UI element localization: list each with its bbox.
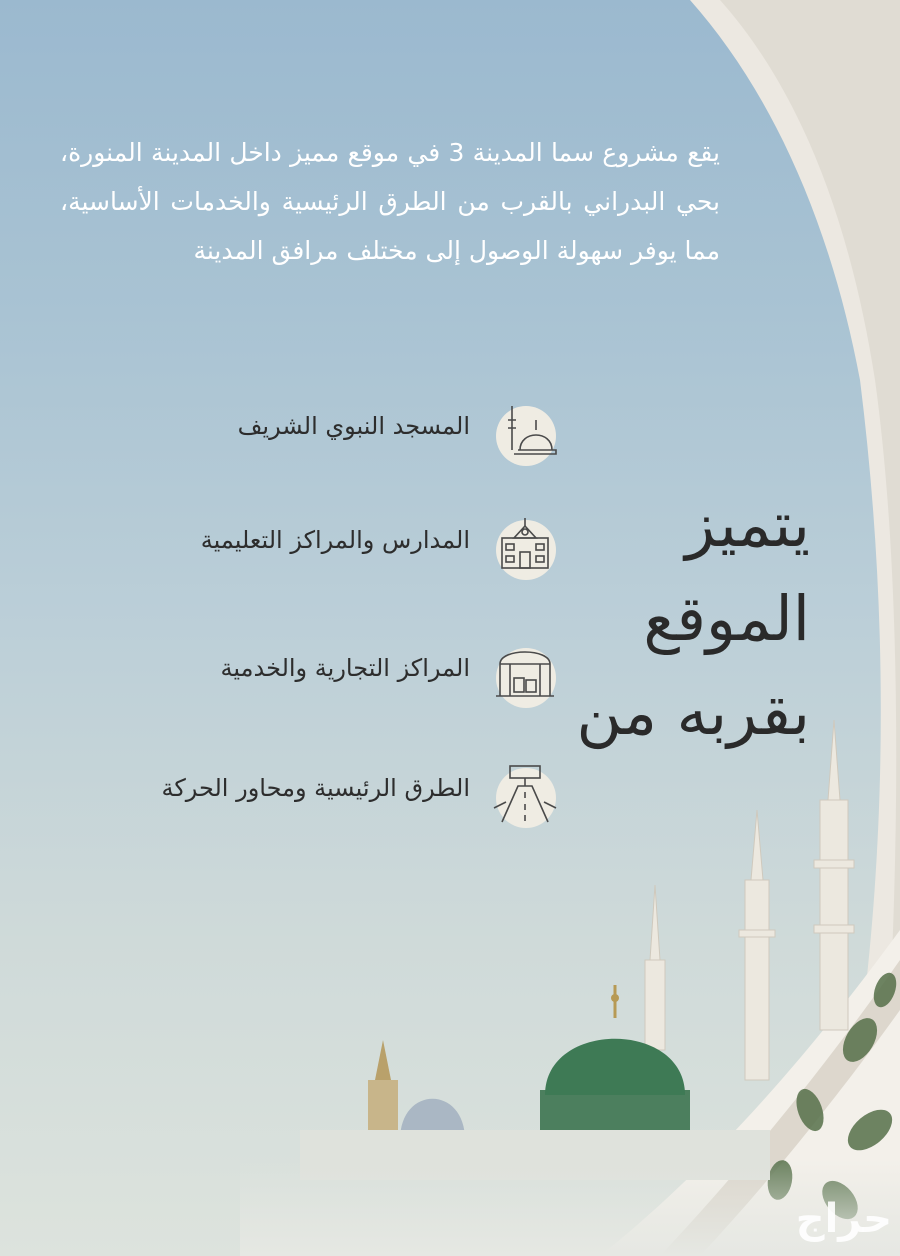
feature-item-schools	[60, 512, 560, 582]
shopping-center-icon	[490, 640, 560, 710]
feature-item-roads	[60, 760, 560, 830]
roads-icon	[490, 760, 560, 830]
feature-label: المراكز التجارية والخدمية	[220, 654, 470, 682]
haraj-watermark: حراج	[795, 1196, 892, 1242]
intro-paragraph: يقع مشروع سما المدينة 3 في موقع مميز داخل المدينة المنورة، بحي البدراني بالقرب من الطرق الرئيسية والخدمات الأساسية، مما يوفر سهولة الوصول إلى مختلف مرافق المدينة	[60, 138, 720, 265]
headline-line-2: الموقع	[643, 582, 810, 655]
headline-line-1: يتميز	[685, 488, 810, 561]
headline	[560, 478, 810, 760]
feature-item-shopping	[60, 640, 560, 710]
feature-label: المسجد النبوي الشريف	[237, 412, 470, 440]
school-icon	[490, 512, 560, 582]
feature-label: الطرق الرئيسية ومحاور الحركة	[161, 774, 470, 802]
feature-label: المدارس والمراكز التعليمية	[200, 526, 470, 554]
mosque-icon	[490, 398, 560, 468]
headline-line-3: بقربه من	[576, 676, 810, 749]
feature-item-mosque	[60, 398, 560, 468]
